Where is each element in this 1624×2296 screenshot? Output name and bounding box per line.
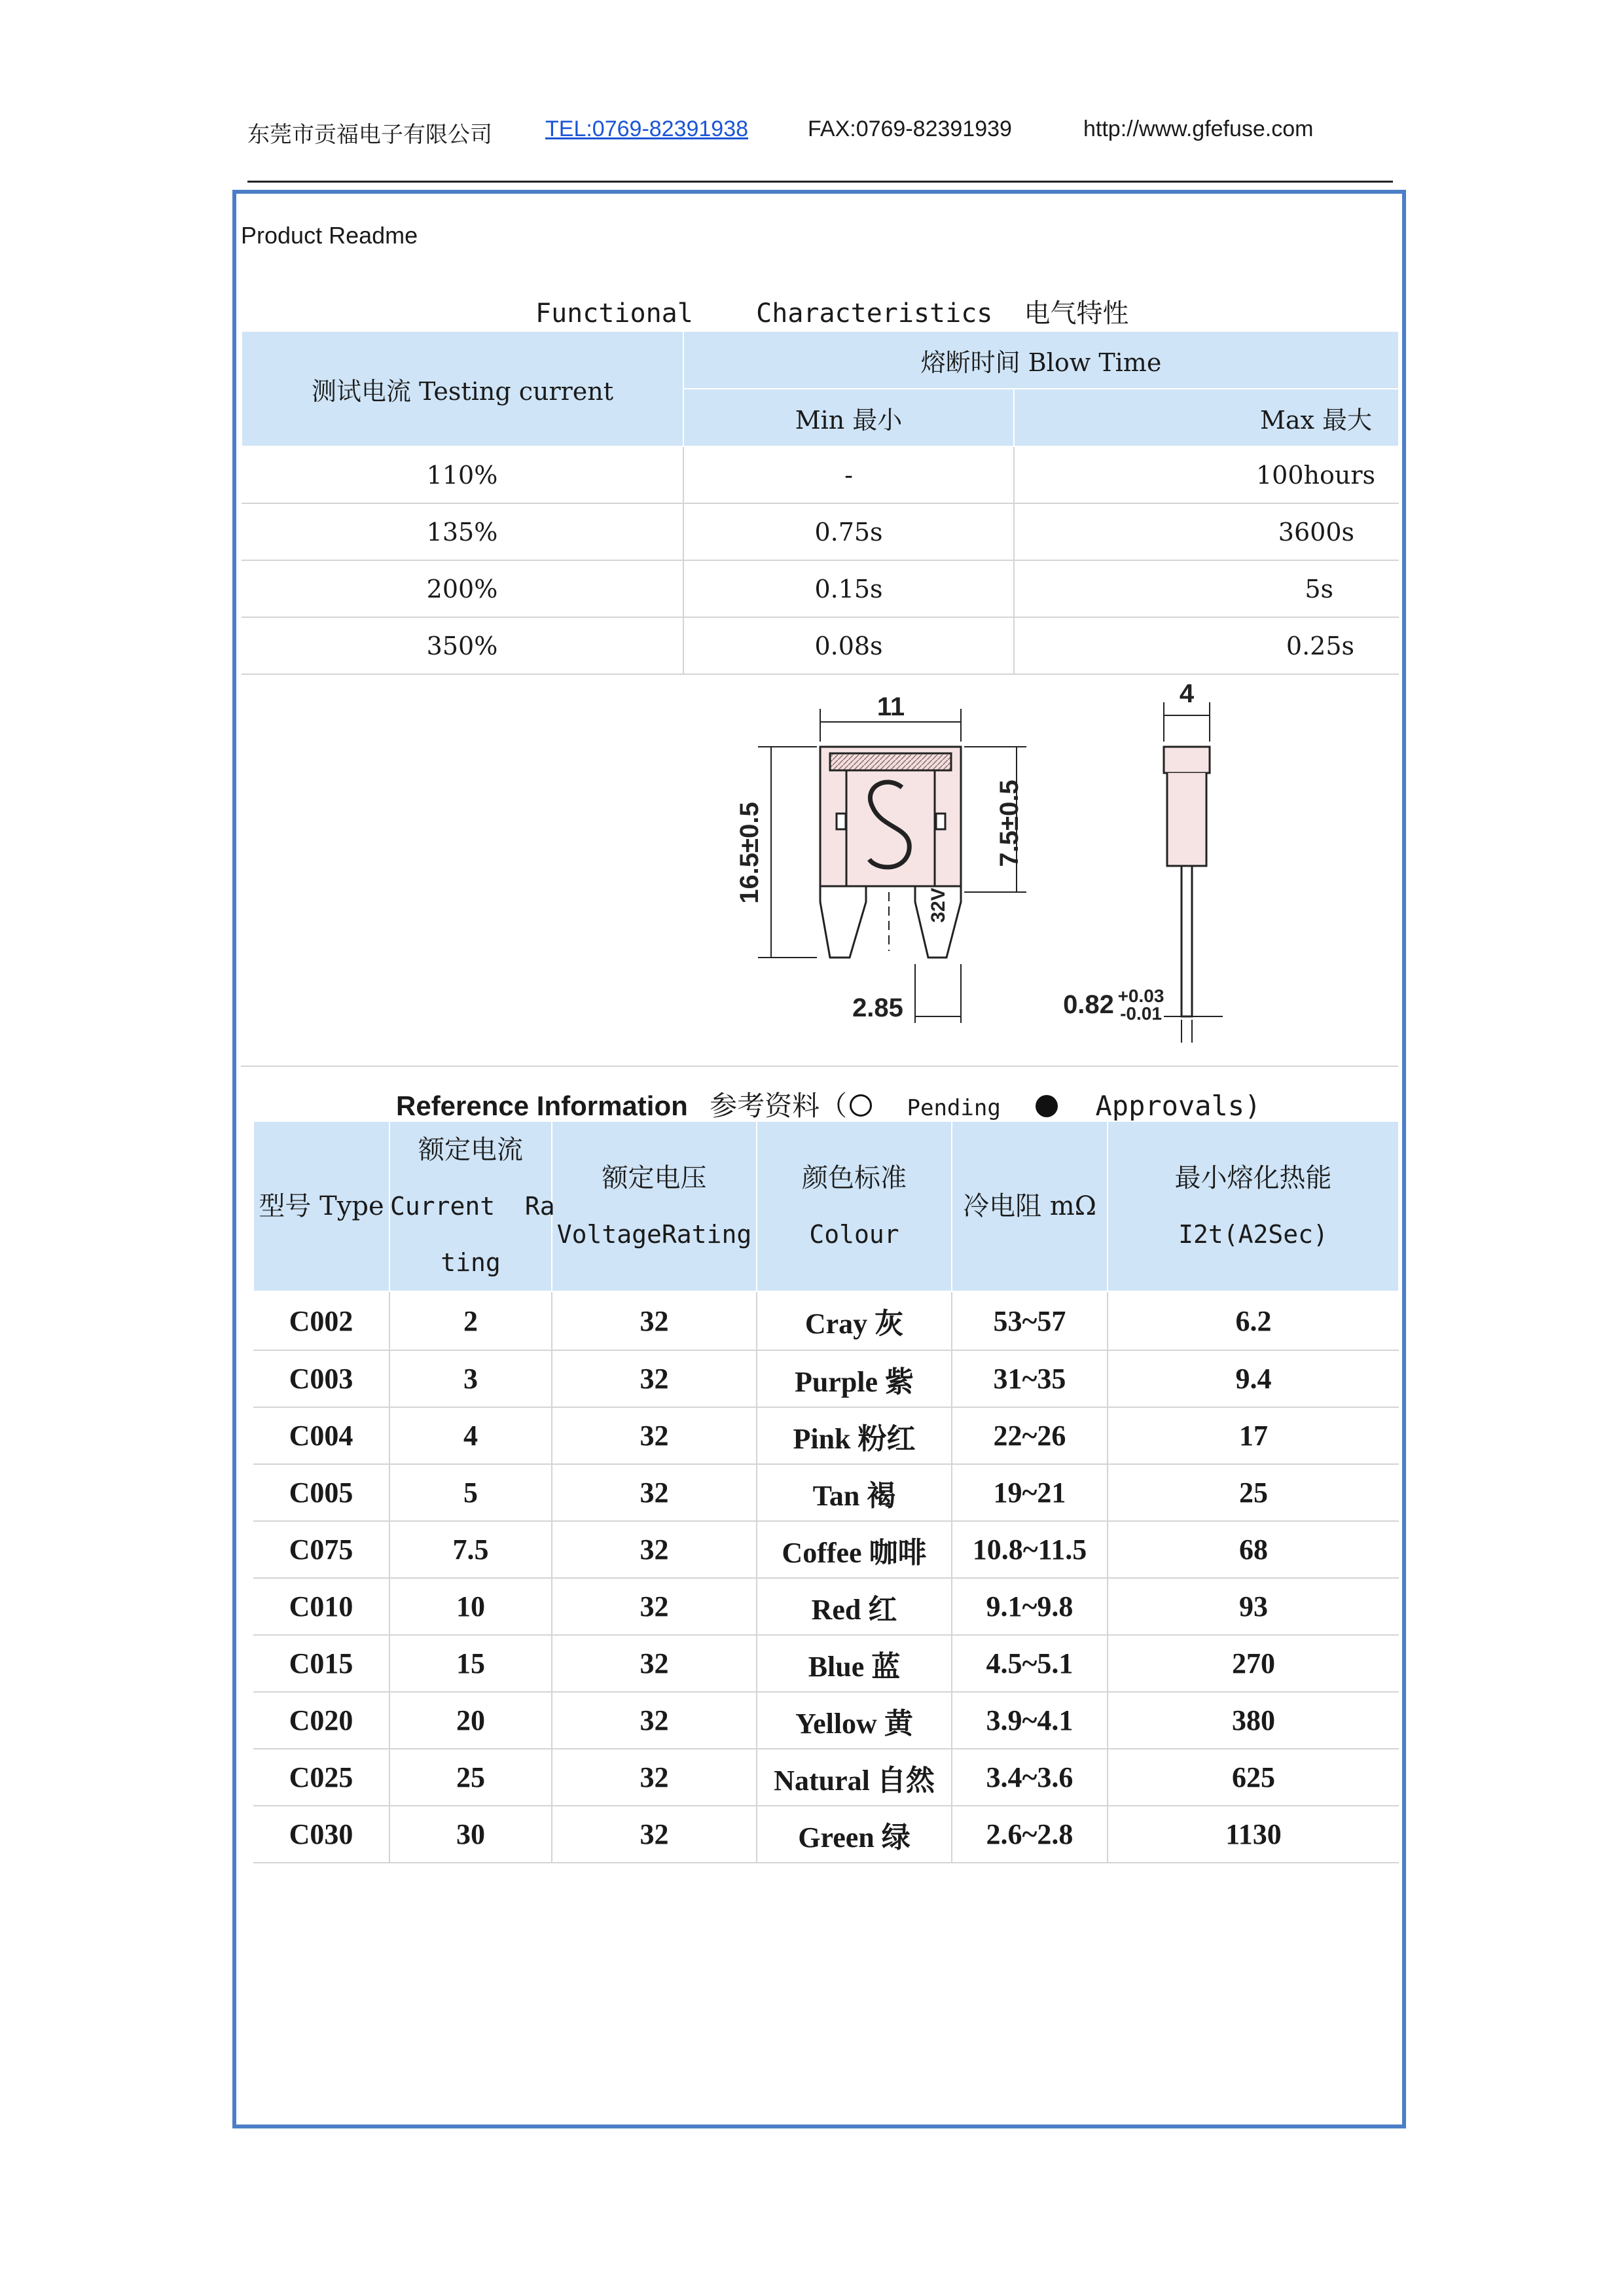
i2t-cell: 93 xyxy=(1108,1578,1399,1635)
colour-cell: Purple 紫 xyxy=(757,1350,952,1407)
header-rated-voltage xyxy=(552,1121,757,1291)
colour-cell: Yellow 黄 xyxy=(757,1692,952,1749)
table-row xyxy=(242,560,1399,617)
header-current-cn: 额定电流 xyxy=(418,1135,523,1165)
website-url: http://www.gfefuse.com xyxy=(1083,117,1314,141)
max-time-cell: 100hours xyxy=(1014,446,1399,503)
header-i2t-cn: 最小熔化热能 xyxy=(1174,1163,1332,1193)
header-colour-cn: 颜色标准 xyxy=(802,1163,907,1193)
type-cell: C030 xyxy=(253,1806,389,1863)
pending-circle-icon xyxy=(850,1094,872,1117)
voltage-mark: 32V xyxy=(928,888,949,923)
i2t-cell: 68 xyxy=(1108,1521,1399,1578)
current-cell: 10 xyxy=(389,1578,552,1635)
header-colour-en: Colour xyxy=(809,1220,899,1249)
approved-dot-icon xyxy=(1036,1095,1058,1117)
voltage-cell: 32 xyxy=(552,1407,757,1464)
voltage-cell: 32 xyxy=(552,1749,757,1806)
company-name: 东莞市贡福电子有限公司 xyxy=(247,122,492,148)
resistance-cell: 3.9~4.1 xyxy=(952,1692,1108,1749)
header-type: 型号 Type xyxy=(253,1121,389,1291)
current-cell: 15 xyxy=(389,1635,552,1692)
current-cell: 20 xyxy=(389,1692,552,1749)
header-blow-time: 熔断时间 Blow Time xyxy=(683,331,1399,389)
header-test-current: 测试电流 Testing current xyxy=(242,331,683,446)
tolerance-minus: -0.01 xyxy=(1120,1003,1162,1024)
i2t-cell: 9.4 xyxy=(1108,1350,1399,1407)
table-row xyxy=(253,1350,1399,1407)
telephone-link[interactable]: TEL:0769-82391938 xyxy=(545,117,749,141)
header-cold-resistance: 冷电阻 mΩ xyxy=(952,1121,1108,1291)
table-row xyxy=(253,1749,1399,1806)
i2t-cell: 625 xyxy=(1108,1749,1399,1806)
voltage-cell: 32 xyxy=(552,1578,757,1635)
resistance-cell: 2.6~2.8 xyxy=(952,1806,1108,1863)
colour-cell: Blue 蓝 xyxy=(757,1635,952,1692)
table-row xyxy=(253,1692,1399,1749)
colour-cell: Pink 粉红 xyxy=(757,1407,952,1464)
colour-cell: Natural 自然 xyxy=(757,1749,952,1806)
resistance-cell: 22~26 xyxy=(952,1407,1108,1464)
section-label: Product Readme xyxy=(241,222,418,249)
reference-table xyxy=(253,1121,1399,1863)
reference-title-cn: 参考资料（ xyxy=(710,1090,848,1122)
resistance-cell: 9.1~9.8 xyxy=(952,1578,1108,1635)
max-time-cell: 3600s xyxy=(1014,503,1399,560)
header-current-en: Current Ra xyxy=(390,1192,555,1221)
header-i2t xyxy=(1108,1121,1399,1291)
resistance-cell: 53~57 xyxy=(952,1291,1108,1350)
header-i2t-en: I2t(A2Sec) xyxy=(1178,1220,1328,1249)
test-current-cell: 200% xyxy=(242,560,683,617)
min-time-cell: 0.75s xyxy=(683,503,1014,560)
colour-cell: Coffee 咖啡 xyxy=(757,1521,952,1578)
voltage-cell: 32 xyxy=(552,1806,757,1863)
current-cell: 30 xyxy=(389,1806,552,1863)
voltage-cell: 32 xyxy=(552,1291,757,1350)
voltage-cell: 32 xyxy=(552,1521,757,1578)
table-row xyxy=(253,1578,1399,1635)
colour-cell: Cray 灰 xyxy=(757,1291,952,1350)
max-time-cell: 0.25s xyxy=(1014,617,1399,674)
pending-label: Pending xyxy=(907,1095,1001,1121)
current-cell: 4 xyxy=(389,1407,552,1464)
test-current-cell: 135% xyxy=(242,503,683,560)
functional-title: Functional Characteristics 电气特性 xyxy=(535,298,1129,329)
resistance-cell: 4.5~5.1 xyxy=(952,1635,1108,1692)
dim-pin-label: 2.85 xyxy=(852,994,903,1022)
colour-cell: Green 绿 xyxy=(757,1806,952,1863)
header-voltage-cn: 额定电压 xyxy=(602,1163,707,1193)
type-cell: C075 xyxy=(253,1521,389,1578)
table-row xyxy=(253,1635,1399,1692)
fuse-drawing-area xyxy=(241,676,1398,1067)
current-cell: 2 xyxy=(389,1291,552,1350)
resistance-cell: 10.8~11.5 xyxy=(952,1521,1108,1578)
type-cell: C015 xyxy=(253,1635,389,1692)
current-cell: 7.5 xyxy=(389,1521,552,1578)
fax-number: FAX:0769-82391939 xyxy=(808,117,1012,141)
min-time-cell: - xyxy=(683,446,1014,503)
header-voltage-en: VoltageRating xyxy=(556,1220,752,1249)
reference-title xyxy=(396,1085,1261,1124)
i2t-cell: 25 xyxy=(1108,1464,1399,1521)
table-row xyxy=(253,1806,1399,1863)
voltage-cell: 32 xyxy=(552,1350,757,1407)
table-row xyxy=(242,446,1399,503)
current-cell: 3 xyxy=(389,1350,552,1407)
table-row xyxy=(242,503,1399,560)
header-min: Min 最小 xyxy=(683,389,1014,446)
type-cell: C005 xyxy=(253,1464,389,1521)
voltage-cell: 32 xyxy=(552,1635,757,1692)
reference-title-en: Reference Information xyxy=(396,1090,688,1121)
max-time-cell: 5s xyxy=(1014,560,1399,617)
table-row xyxy=(253,1407,1399,1464)
functional-table xyxy=(241,331,1399,675)
resistance-cell: 19~21 xyxy=(952,1464,1108,1521)
type-cell: C025 xyxy=(253,1749,389,1806)
type-cell: C020 xyxy=(253,1692,389,1749)
table-row xyxy=(253,1291,1399,1350)
voltage-cell: 32 xyxy=(552,1464,757,1521)
dim-width-label: 11 xyxy=(876,692,905,721)
min-time-cell: 0.15s xyxy=(683,560,1014,617)
table-row xyxy=(253,1521,1399,1578)
resistance-cell: 31~35 xyxy=(952,1350,1108,1407)
dim-body-label: 7.5±0.5 xyxy=(995,780,1024,867)
header-divider xyxy=(247,181,1393,183)
resistance-cell: 3.4~3.6 xyxy=(952,1749,1108,1806)
table-row xyxy=(242,617,1399,674)
approvals-label: Approvals) xyxy=(1095,1090,1261,1122)
header-current-en-cont: ting xyxy=(441,1248,501,1277)
header-colour xyxy=(757,1121,952,1291)
test-current-cell: 110% xyxy=(242,446,683,503)
dim-side-label: 4 xyxy=(1179,679,1195,708)
min-time-cell: 0.08s xyxy=(683,617,1014,674)
i2t-cell: 1130 xyxy=(1108,1806,1399,1863)
type-cell: C010 xyxy=(253,1578,389,1635)
test-current-cell: 350% xyxy=(242,617,683,674)
table-row xyxy=(253,1464,1399,1521)
fuse-dimension-drawing xyxy=(241,676,1398,1066)
colour-cell: Tan 褐 xyxy=(757,1464,952,1521)
tolerance-plus: +0.03 xyxy=(1117,986,1164,1006)
colour-cell: Red 红 xyxy=(757,1578,952,1635)
type-cell: C003 xyxy=(253,1350,389,1407)
current-cell: 5 xyxy=(389,1464,552,1521)
current-cell: 25 xyxy=(389,1749,552,1806)
i2t-cell: 270 xyxy=(1108,1635,1399,1692)
dim-thickness-label: 0.82 xyxy=(1063,990,1114,1019)
i2t-cell: 6.2 xyxy=(1108,1291,1399,1350)
i2t-cell: 380 xyxy=(1108,1692,1399,1749)
i2t-cell: 17 xyxy=(1108,1407,1399,1464)
dim-height-label: 16.5±0.5 xyxy=(735,802,764,904)
type-cell: C004 xyxy=(253,1407,389,1464)
header-max: Max 最大 xyxy=(1014,389,1399,446)
type-cell: C002 xyxy=(253,1291,389,1350)
voltage-cell: 32 xyxy=(552,1692,757,1749)
header-rated-current xyxy=(389,1121,555,1291)
